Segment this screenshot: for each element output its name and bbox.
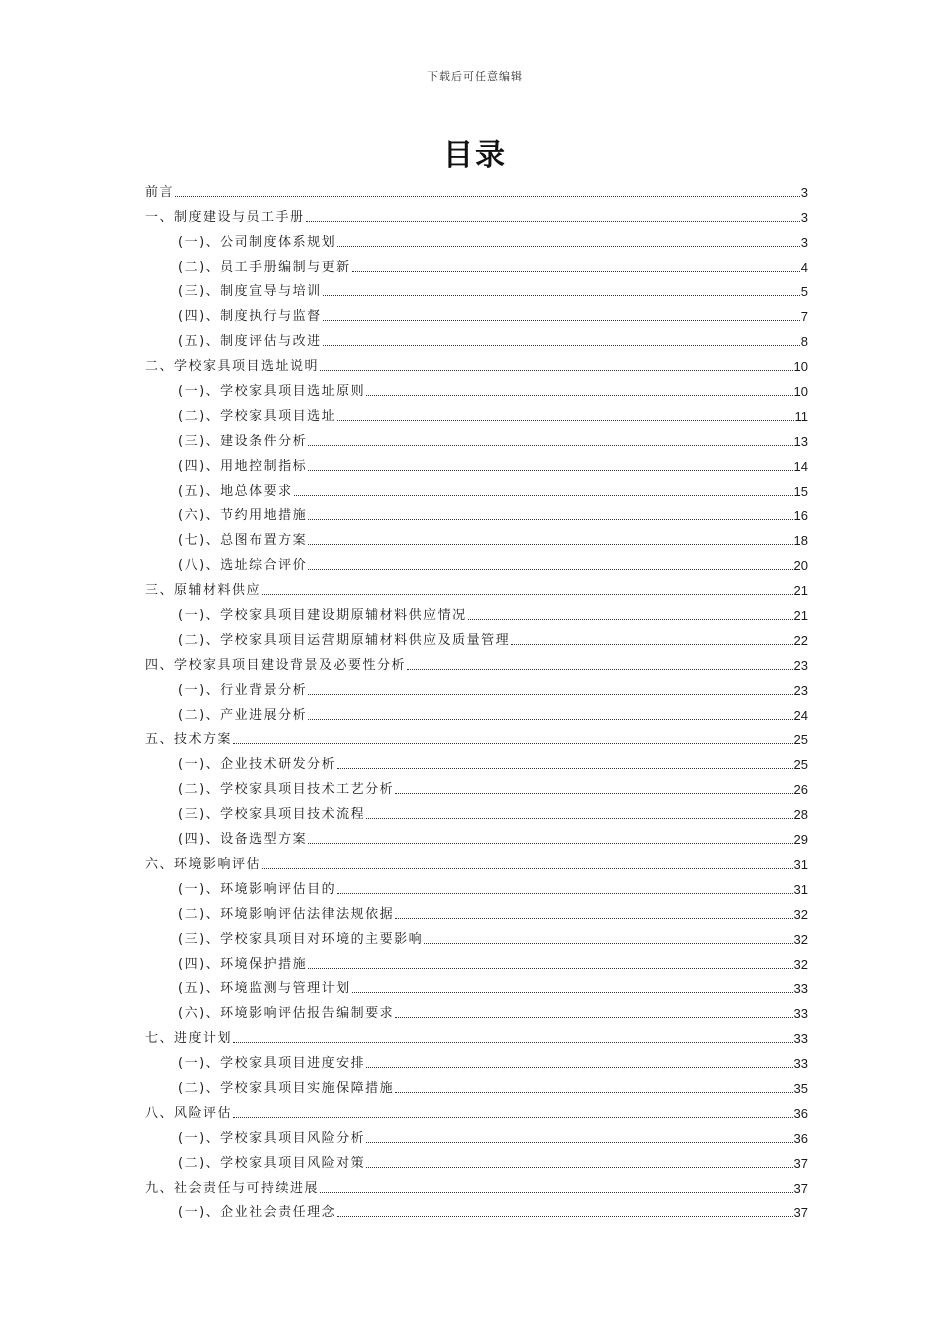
header-note: 下载后可任意编辑 <box>427 70 523 83</box>
toc-entry-label: (五)、地总体要求 <box>178 483 293 499</box>
toc-page-number: 37 <box>793 1205 808 1221</box>
toc-page-number: 29 <box>793 832 808 848</box>
toc-section-entry[interactable] <box>145 176 808 201</box>
toc-subsection-entry[interactable] <box>145 798 808 823</box>
toc-subsection-entry[interactable] <box>145 1047 808 1072</box>
toc-page-number: 32 <box>793 931 808 947</box>
toc-dot-leader <box>308 519 792 520</box>
toc-entry-label: 九、社会责任与可持续进展 <box>145 1180 320 1196</box>
toc-page-number: 7 <box>800 309 808 325</box>
toc-entry-label: (二)、学校家具项目实施保障措施 <box>178 1080 395 1096</box>
toc-dot-leader <box>337 420 793 421</box>
toc-page-number: 31 <box>793 856 808 872</box>
toc-entry-label: (二)、环境影响评估法律法规依据 <box>178 906 395 922</box>
toc-entry-label: (七)、总图布置方案 <box>178 533 308 549</box>
toc-page-number: 24 <box>793 707 808 723</box>
toc-subsection-entry[interactable] <box>145 873 808 898</box>
toc-dot-leader <box>308 719 792 720</box>
toc-dot-leader <box>366 1142 792 1143</box>
toc-page-number: 8 <box>800 334 808 350</box>
toc-entry-label: 六、环境影响评估 <box>145 856 262 872</box>
toc-subsection-entry[interactable] <box>145 997 808 1022</box>
toc-dot-leader <box>233 743 793 744</box>
toc-page-number: 13 <box>793 433 808 449</box>
toc-page-number: 32 <box>793 956 808 972</box>
toc-entry-label: (一)、学校家具项目风险分析 <box>178 1130 366 1146</box>
toc-entry-label: (一)、企业技术研发分析 <box>178 757 337 773</box>
toc-entry-label: (六)、节约用地措施 <box>178 508 308 524</box>
toc-page-number: 33 <box>793 1056 808 1072</box>
toc-subsection-entry[interactable] <box>145 823 808 848</box>
toc-dot-leader <box>306 221 800 222</box>
toc-subsection-entry[interactable] <box>145 276 808 301</box>
toc-subsection-entry[interactable] <box>145 1197 808 1222</box>
toc-entry-label: (五)、制度评估与改进 <box>178 334 322 350</box>
toc-entry-label: (四)、用地控制指标 <box>178 458 308 474</box>
toc-subsection-entry[interactable] <box>145 425 808 450</box>
toc-entry-label: (二)、产业进展分析 <box>178 707 308 723</box>
toc-page-number: 18 <box>793 533 808 549</box>
toc-dot-leader <box>233 1042 793 1043</box>
toc-entry-label: (四)、环境保护措施 <box>178 956 308 972</box>
toc-dot-leader <box>323 345 800 346</box>
toc-page-number: 10 <box>793 384 808 400</box>
toc-subsection-entry[interactable] <box>145 599 808 624</box>
toc-dot-leader <box>262 868 793 869</box>
toc-dot-leader <box>175 196 800 197</box>
toc-page-number: 16 <box>793 508 808 524</box>
toc-subsection-entry[interactable] <box>145 251 808 276</box>
toc-subsection-entry[interactable] <box>145 226 808 251</box>
toc-section-entry[interactable] <box>145 848 808 873</box>
toc-section-entry[interactable] <box>145 350 808 375</box>
toc-dot-leader <box>294 495 793 496</box>
toc-subsection-entry[interactable] <box>145 1072 808 1097</box>
toc-page-number: 37 <box>793 1180 808 1196</box>
toc-subsection-entry[interactable] <box>145 450 808 475</box>
toc-entry-label: (三)、学校家具项目技术流程 <box>178 807 366 823</box>
toc-dot-leader <box>323 295 800 296</box>
toc-subsection-entry[interactable] <box>145 475 808 500</box>
toc-entry-label: 五、技术方案 <box>145 732 233 748</box>
toc-page-number: 21 <box>793 608 808 624</box>
toc-entry-label: (二)、学校家具项目技术工艺分析 <box>178 782 395 798</box>
toc-page-number: 25 <box>793 757 808 773</box>
toc-dot-leader <box>366 818 792 819</box>
toc-dot-leader <box>395 918 792 919</box>
toc-page-number: 36 <box>793 1105 808 1121</box>
toc-subsection-entry[interactable] <box>145 923 808 948</box>
toc-subsection-entry[interactable] <box>145 549 808 574</box>
toc-page-number: 15 <box>793 483 808 499</box>
toc-page-number: 36 <box>793 1130 808 1146</box>
toc-subsection-entry[interactable] <box>145 948 808 973</box>
toc-entry-label: 三、原辅材料供应 <box>145 583 262 599</box>
toc-dot-leader <box>395 793 792 794</box>
toc-dot-leader <box>366 1167 792 1168</box>
toc-section-entry[interactable] <box>145 1172 808 1197</box>
toc-subsection-entry[interactable] <box>145 400 808 425</box>
toc-page-number: 33 <box>793 1006 808 1022</box>
toc-entry-label: (五)、环境监测与管理计划 <box>178 981 351 997</box>
toc-page-number: 33 <box>793 981 808 997</box>
toc-entry-label: (三)、学校家具项目对环境的主要影响 <box>178 931 424 947</box>
toc-dot-leader <box>366 395 792 396</box>
toc-dot-leader <box>308 445 792 446</box>
toc-subsection-entry[interactable] <box>145 674 808 699</box>
toc-page-number: 32 <box>793 906 808 922</box>
toc-subsection-entry[interactable] <box>145 1147 808 1172</box>
toc-dot-leader <box>337 246 800 247</box>
toc-page-number: 20 <box>793 558 808 574</box>
toc-page-number: 31 <box>793 881 808 897</box>
toc-page-number: 3 <box>800 209 808 225</box>
toc-page-number: 25 <box>793 732 808 748</box>
toc-dot-leader <box>407 669 793 670</box>
toc-subsection-entry[interactable] <box>145 500 808 525</box>
toc-subsection-entry[interactable] <box>145 624 808 649</box>
toc-entry-label: (一)、环境影响评估目的 <box>178 881 337 897</box>
toc-subsection-entry[interactable] <box>145 699 808 724</box>
toc-page-number: 26 <box>793 782 808 798</box>
toc-dot-leader <box>352 992 793 993</box>
toc-dot-leader <box>308 843 792 844</box>
toc-dot-leader <box>337 893 792 894</box>
toc-dot-leader <box>395 1017 792 1018</box>
toc-dot-leader <box>511 644 792 645</box>
toc-entry-label: 四、学校家具项目建设背景及必要性分析 <box>145 657 407 673</box>
toc-page-number: 28 <box>793 807 808 823</box>
toc-page-number: 23 <box>793 657 808 673</box>
toc-entry-label: 一、制度建设与员工手册 <box>145 209 305 225</box>
toc-section-entry[interactable] <box>145 649 808 674</box>
toc-dot-leader <box>233 1117 793 1118</box>
toc-dot-leader <box>320 1192 793 1193</box>
toc-entry-label: (二)、学校家具项目选址 <box>178 408 337 424</box>
toc-entry-label: (二)、学校家具项目运营期原辅材料供应及质量管理 <box>178 632 511 648</box>
toc-entry-label: 前言 <box>145 184 175 200</box>
toc-page-number: 22 <box>793 632 808 648</box>
toc-page-number: 11 <box>794 408 808 424</box>
toc-page-number: 10 <box>793 359 808 375</box>
page-title: 目录 <box>443 138 507 173</box>
toc-entry-label: 二、学校家具项目选址说明 <box>145 359 320 375</box>
toc-dot-leader <box>262 594 793 595</box>
toc-subsection-entry[interactable] <box>145 973 808 998</box>
toc-dot-leader <box>337 1216 792 1217</box>
toc-section-entry[interactable] <box>145 1022 808 1047</box>
toc-dot-leader <box>352 271 800 272</box>
toc-entry-label: (八)、选址综合评价 <box>178 558 308 574</box>
toc-section-entry[interactable] <box>145 574 808 599</box>
toc-entry-label: (一)、企业社会责任理念 <box>178 1205 337 1221</box>
toc-entry-label: (四)、设备选型方案 <box>178 832 308 848</box>
toc-dot-leader <box>308 694 792 695</box>
toc-page-number: 4 <box>800 259 808 275</box>
toc-section-entry[interactable] <box>145 201 808 226</box>
toc-page-number: 23 <box>793 682 808 698</box>
toc-entry-label: (三)、制度宣导与培训 <box>178 284 322 300</box>
toc-entry-label: (二)、员工手册编制与更新 <box>178 259 351 275</box>
toc-entry-label: (一)、学校家具项目选址原则 <box>178 384 366 400</box>
toc-page-number: 3 <box>800 184 808 200</box>
toc-dot-leader <box>323 320 800 321</box>
toc-dot-leader <box>337 768 792 769</box>
toc-subsection-entry[interactable] <box>145 898 808 923</box>
toc-entry-label: (一)、行业背景分析 <box>178 682 308 698</box>
toc-entry-label: (一)、学校家具项目建设期原辅材料供应情况 <box>178 608 467 624</box>
toc-dot-leader <box>395 1092 792 1093</box>
toc-entry-label: (二)、学校家具项目风险对策 <box>178 1155 366 1171</box>
toc-page-number: 35 <box>793 1080 808 1096</box>
toc-dot-leader <box>308 968 792 969</box>
toc-subsection-entry[interactable] <box>145 773 808 798</box>
toc-subsection-entry[interactable] <box>145 375 808 400</box>
toc-entry-label: (一)、学校家具项目进度安排 <box>178 1056 366 1072</box>
toc-page-number: 37 <box>793 1155 808 1171</box>
toc-entry-label: 八、风险评估 <box>145 1105 233 1121</box>
toc-dot-leader <box>320 370 793 371</box>
toc-dot-leader <box>468 619 793 620</box>
toc-section-entry[interactable] <box>145 724 808 749</box>
toc-page-number: 21 <box>793 583 808 599</box>
toc-entry-label: 七、进度计划 <box>145 1031 233 1047</box>
toc-dot-leader <box>424 943 792 944</box>
toc-subsection-entry[interactable] <box>145 300 808 325</box>
toc-entry-label: (四)、制度执行与监督 <box>178 309 322 325</box>
toc-subsection-entry[interactable] <box>145 1122 808 1147</box>
table-of-contents <box>145 176 808 1221</box>
toc-page-number: 5 <box>800 284 808 300</box>
toc-section-entry[interactable] <box>145 1097 808 1122</box>
toc-page-number: 33 <box>793 1031 808 1047</box>
toc-subsection-entry[interactable] <box>145 524 808 549</box>
toc-dot-leader <box>366 1067 792 1068</box>
toc-page-number: 14 <box>793 458 808 474</box>
toc-entry-label: (三)、建设条件分析 <box>178 433 308 449</box>
toc-subsection-entry[interactable] <box>145 325 808 350</box>
toc-dot-leader <box>308 544 792 545</box>
toc-entry-label: (一)、公司制度体系规划 <box>178 234 337 250</box>
toc-dot-leader <box>308 569 792 570</box>
toc-dot-leader <box>308 470 792 471</box>
toc-page-number: 3 <box>800 234 808 250</box>
toc-entry-label: (六)、环境影响评估报告编制要求 <box>178 1006 395 1022</box>
toc-subsection-entry[interactable] <box>145 748 808 773</box>
